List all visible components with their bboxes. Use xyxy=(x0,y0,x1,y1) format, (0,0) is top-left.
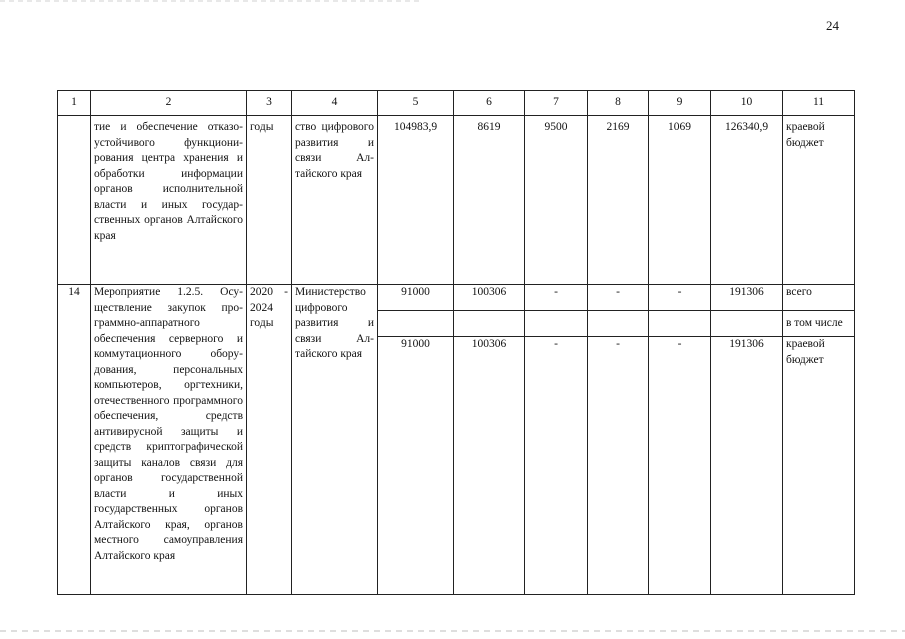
total-value-cell: 126340,9 xyxy=(711,116,783,285)
value-cell: - xyxy=(588,337,649,595)
scan-artifact-bottom xyxy=(0,630,905,632)
header-cell: 8 xyxy=(588,91,649,116)
value-cell: 100306 xyxy=(454,337,525,595)
value-cell xyxy=(378,311,454,337)
scan-artifact-top xyxy=(0,0,420,2)
row-number-cell: 14 xyxy=(58,285,91,595)
value-cell: - xyxy=(525,337,588,595)
value-cell: 8619 xyxy=(454,116,525,285)
total-value-cell: 191306 xyxy=(711,285,783,311)
funding-source-cell: краевой бюджет xyxy=(783,337,855,595)
header-cell: 3 xyxy=(247,91,292,116)
row-number-cell xyxy=(58,116,91,285)
description-cell: тие и обеспечение отказоустойчивого функционирования центра хранения и обработки информации органов исполнительной власти и иных государственных органов Алтайского края xyxy=(91,116,247,285)
header-cell: 4 xyxy=(292,91,378,116)
value-cell: 100306 xyxy=(454,285,525,311)
period-cell: 2020 - 2024 годы xyxy=(247,285,292,595)
funding-source-cell: краевой бюджет xyxy=(783,116,855,285)
funding-source-cell: в том числе xyxy=(783,311,855,337)
header-row xyxy=(58,91,855,116)
value-cell xyxy=(525,311,588,337)
value-cell: 1069 xyxy=(649,116,711,285)
value-cell: 91000 xyxy=(378,285,454,311)
period-cell: годы xyxy=(247,116,292,285)
value-cell xyxy=(588,311,649,337)
value-cell: - xyxy=(649,285,711,311)
value-cell: 2169 xyxy=(588,116,649,285)
page-number: 24 xyxy=(826,18,839,33)
header-cell: 9 xyxy=(649,91,711,116)
value-cell: 9500 xyxy=(525,116,588,285)
description-cell: Мероприятие 1.2.5. Осуществление закупок программно-аппаратного обеспечения серверного и коммутационного оборудования, персональных компьютеров, оргтехники, отечественного программного обеспечения, средств антивирусной защиты и средств криптографической защиты каналов связи для органов государственной власти и иных государственных органов Алтайского края, органов местного самоуправления Алтайского края xyxy=(91,285,247,595)
executor-cell: ство цифрового развития и связи Алтайского края xyxy=(292,116,378,285)
value-cell: - xyxy=(525,285,588,311)
value-cell: 91000 xyxy=(378,337,454,595)
funding-source-cell: всего xyxy=(783,285,855,311)
budget-table xyxy=(57,90,855,595)
value-cell: - xyxy=(649,337,711,595)
executor-cell: Министерство цифрового развития и связи Алтайского края xyxy=(292,285,378,595)
value-cell: - xyxy=(588,285,649,311)
header-cell: 1 xyxy=(58,91,91,116)
table-row-14-total xyxy=(58,285,855,311)
value-cell: 104983,9 xyxy=(378,116,454,285)
value-cell xyxy=(454,311,525,337)
total-value-cell: 191306 xyxy=(711,337,783,595)
header-cell: 10 xyxy=(711,91,783,116)
header-cell: 7 xyxy=(525,91,588,116)
value-cell xyxy=(649,311,711,337)
header-cell: 6 xyxy=(454,91,525,116)
header-cell: 2 xyxy=(91,91,247,116)
total-value-cell xyxy=(711,311,783,337)
table-row-continued xyxy=(58,116,855,285)
header-cell: 5 xyxy=(378,91,454,116)
header-cell: 11 xyxy=(783,91,855,116)
